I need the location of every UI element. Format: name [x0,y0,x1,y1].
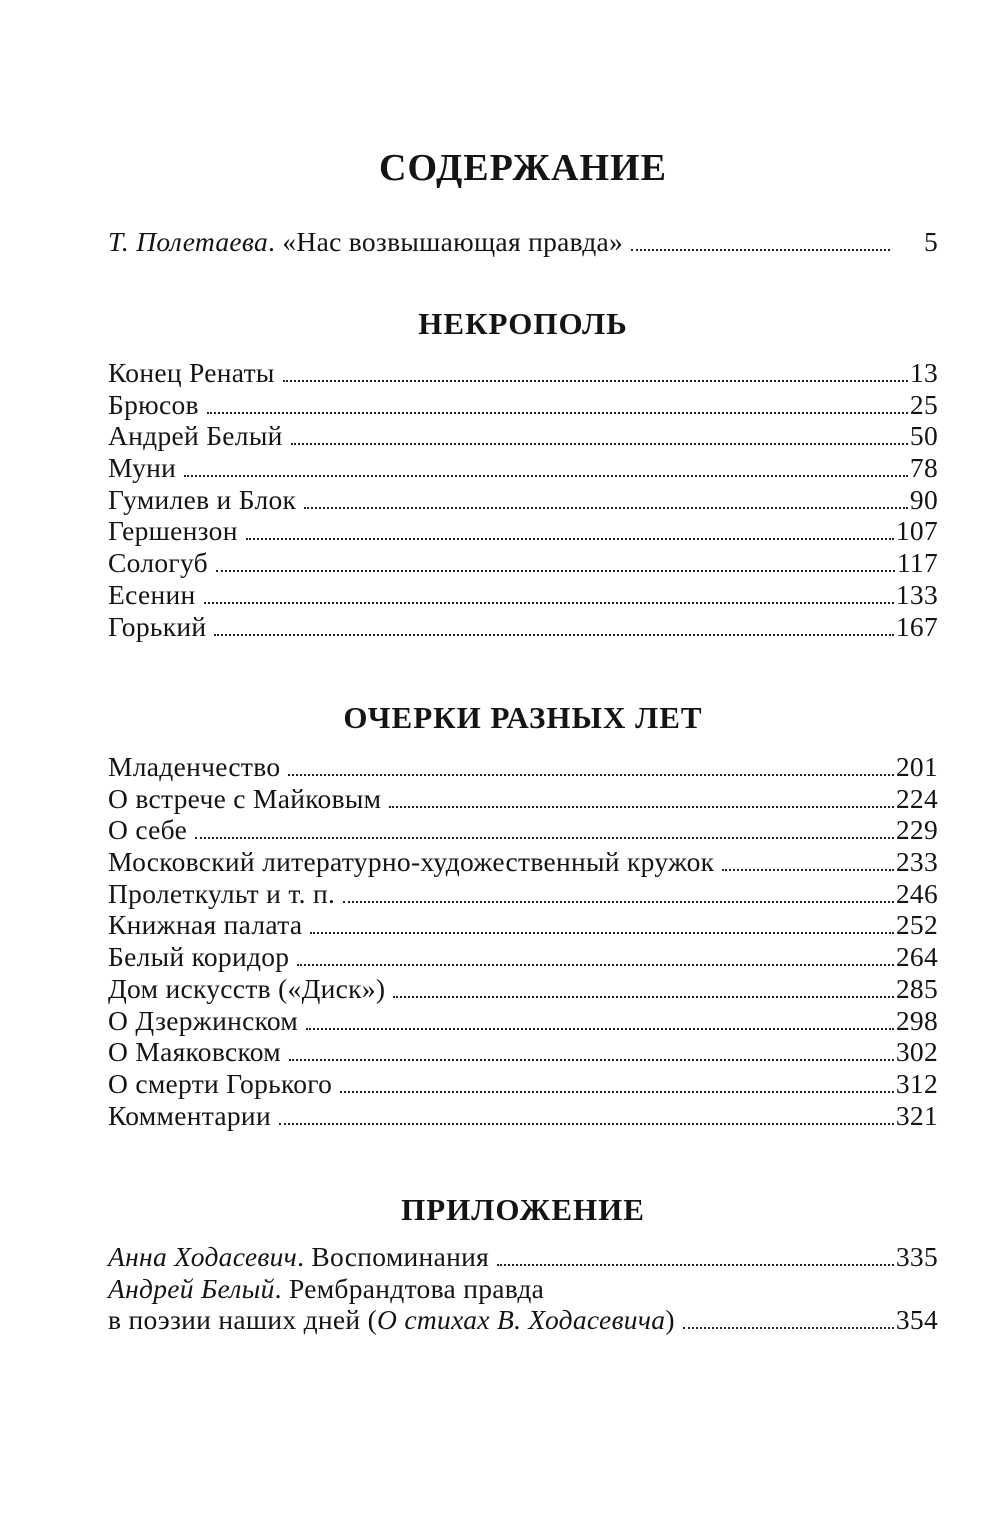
entry-label [108,1273,544,1305]
entry-title: в поэзии наших дней ( [108,1304,378,1336]
toc-entry[interactable] [108,1005,938,1037]
dot-leader [306,1027,894,1030]
dot-leader [204,601,894,604]
entry-subtitle: О стихах В. Ходасевича [377,1304,666,1336]
toc-entry[interactable] [108,579,938,611]
page-number: 13 [909,357,938,388]
page-number: 298 [895,1004,938,1036]
toc-entry[interactable] [108,1036,938,1068]
entry-title: . «Нас возвышающая правда» [268,226,624,257]
dot-leader [216,569,895,572]
page-number: 264 [895,941,938,973]
page-number: 117 [896,547,938,579]
dot-leader [310,931,893,934]
entry-label: Младенчество [108,751,281,782]
page-number: 354 [895,1304,938,1336]
page-number: 167 [895,610,938,642]
entry-author: Т. Полетаева [108,226,269,257]
dot-leader [343,900,894,903]
page-number: 246 [895,877,938,909]
dot-leader [722,868,894,871]
page-number: 285 [895,972,938,1004]
toc-entry[interactable] [108,814,938,846]
section-title-necropolis: НЕКРОПОЛЬ [418,306,628,341]
entry-label: О Маяковском [108,1036,281,1068]
entry-label: Брюсов [108,388,199,420]
toc-entry[interactable] [108,878,938,910]
toc-entry-intro[interactable] [108,226,938,258]
dot-leader [631,248,890,251]
entry-title: . Воспоминания [297,1241,490,1272]
page-number: 252 [895,909,938,941]
entry-label: Комментарии [108,1099,271,1131]
toc-entry[interactable] [108,389,938,421]
page-number: 25 [909,388,938,420]
page-number: 201 [895,751,938,782]
toc-entry[interactable] [108,1241,938,1273]
dot-leader [291,442,908,445]
dot-leader [683,1326,894,1329]
entry-title: . Рембрандтова правда [274,1272,545,1304]
dot-leader [207,411,908,414]
page-number: 107 [895,515,938,547]
entry-label: Гумилев и Блок [108,483,297,515]
page-number: 133 [895,578,938,610]
page-number: 321 [895,1099,938,1131]
entry-label [108,1304,675,1336]
entry-label: О себе [108,814,188,846]
page-title: СОДЕРЖАНИЕ [379,147,667,189]
toc-entry[interactable] [108,1068,938,1100]
dot-leader [289,1058,894,1061]
dot-leader [288,773,893,776]
toc-entry[interactable] [108,909,938,941]
entry-label: Книжная палата [108,909,303,941]
toc-entry[interactable] [108,611,938,643]
dot-leader [389,805,894,808]
entry-label: Муни [108,452,177,484]
dot-leader [340,1090,894,1093]
dot-leader [184,474,908,477]
toc-entry[interactable] [108,420,938,452]
entry-label: Сологуб [108,547,208,579]
dot-leader [297,963,893,966]
toc-entry[interactable] [108,1100,938,1132]
entry-title-end: ) [665,1304,675,1336]
page-number: 90 [909,483,938,515]
dot-leader [497,1263,894,1266]
toc-entry[interactable] [108,973,938,1005]
intro-block [108,226,938,258]
page-number: 78 [909,452,938,484]
toc-entry[interactable] [108,751,938,783]
page-number: 224 [895,782,938,814]
section-title-essays: ОЧЕРКИ РАЗНЫХ ЛЕТ [343,700,703,735]
page-number: 50 [909,420,938,452]
toc-entry[interactable] [108,846,938,878]
section-title-appendix: ПРИЛОЖЕНИЕ [401,1192,645,1227]
toc-entry[interactable] [108,452,938,484]
toc-entry[interactable] [108,357,938,389]
dot-leader [246,537,894,540]
toc-entry[interactable] [108,783,938,815]
entry-label: Пролеткульт и т. п. [108,877,336,909]
entry-label: О смерти Горького [108,1067,333,1099]
page-number: 233 [895,846,938,878]
page-number: 312 [895,1067,938,1099]
entry-label: Дом искусств («Диск») [108,972,386,1004]
toc-entry[interactable] [108,484,938,516]
page-number: 5 [923,226,938,257]
section-list-necropolis [108,357,938,642]
entry-label: Горький [108,610,207,642]
entry-label: О встрече с Майковым [108,782,382,814]
dot-leader [195,836,894,839]
dot-leader [214,633,893,636]
entry-author: Анна Ходасевич [108,1241,298,1272]
dot-leader [279,1122,894,1125]
entry-author: Андрей Белый [108,1272,275,1304]
entry-label: Московский литературно-художественный кружок [108,846,715,878]
dot-leader [393,995,893,998]
entry-label: Гершензон [108,515,238,547]
entry-label: Белый коридор [108,941,290,973]
entry-label: Андрей Белый [108,420,283,452]
entry-label: Есенин [108,578,196,610]
page-number: 335 [895,1241,938,1272]
page-number: 229 [895,814,938,846]
toc-entry[interactable] [108,941,938,973]
dot-leader [304,506,908,509]
toc-entry[interactable] [108,547,938,579]
section-list-appendix [108,1241,938,1336]
dot-leader [283,379,908,382]
entry-label: Конец Ренаты [108,357,275,388]
toc-entry[interactable] [108,515,938,547]
section-list-essays [108,751,938,1131]
toc-entry-continuation[interactable] [108,1304,938,1336]
entry-label [108,226,623,258]
page-number: 302 [895,1036,938,1068]
entry-label [108,1241,489,1273]
toc-entry[interactable] [108,1273,938,1305]
entry-label: О Дзержинском [108,1004,299,1036]
